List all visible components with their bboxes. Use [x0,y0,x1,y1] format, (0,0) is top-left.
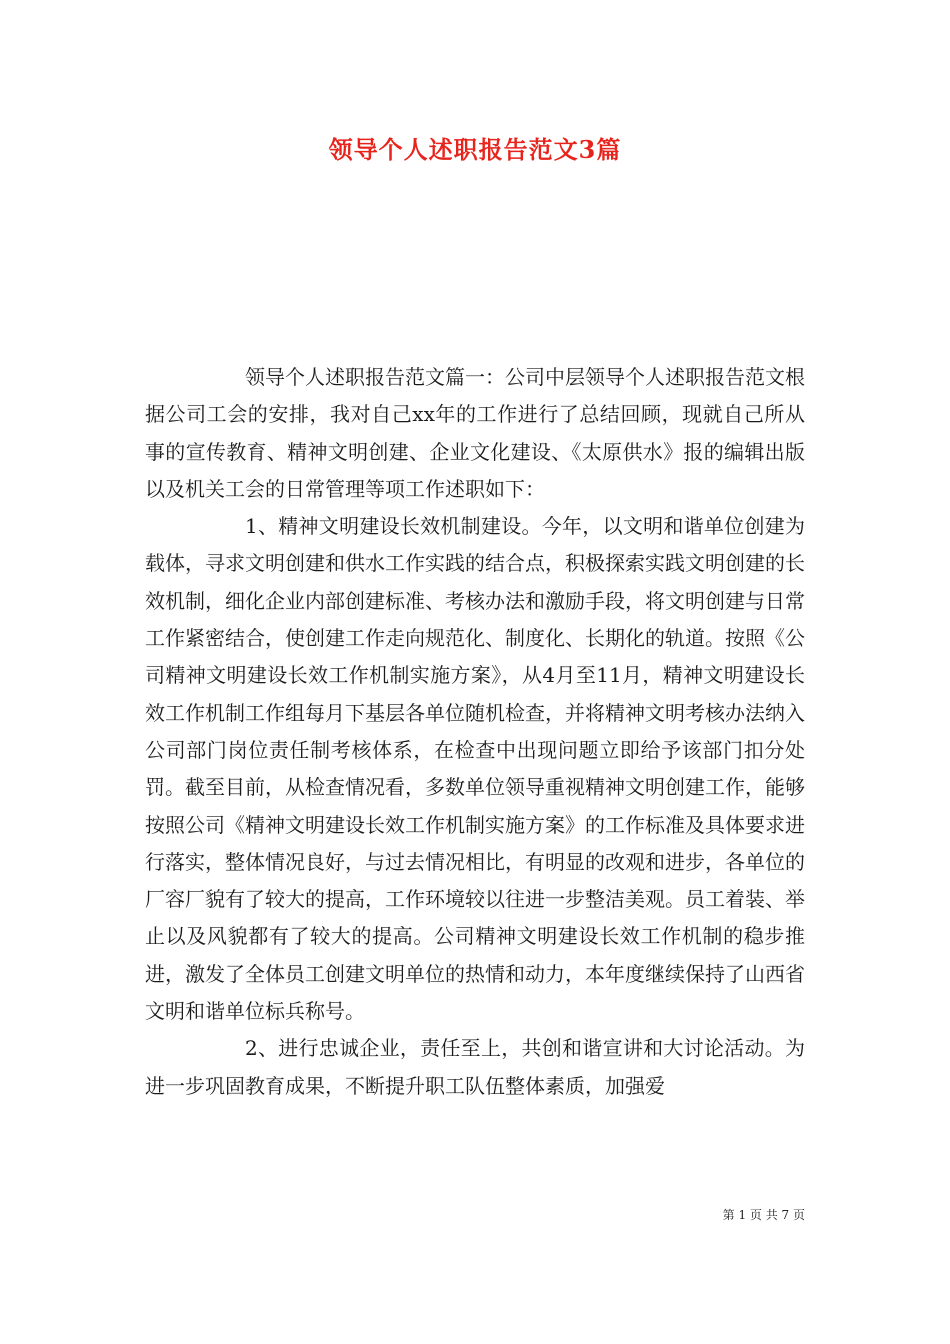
page-number-footer: 第 1 页 共 7 页 [722,1208,805,1222]
paragraph-intro: 领导个人述职报告范文篇一：公司中层领导个人述职报告范文根据公司工会的安排，我对自己xx年的工作进行了总结回顾，现就自己所从事的宣传教育、精神文明创建、企业文化建设、《太原供水》报的编辑出版以及机关工会的日常管理等项工作述职如下： [145,365,805,501]
paragraph-section-1: 1、精神文明建设长效机制建设。今年，以文明和谐单位创建为载体，寻求文明创建和供水工作实践的结合点，积极探索实践文明创建的长效机制，细化企业内部创建标准、考核办法和激励手段，将文明创建与日常工作紧密结合，使创建工作走向规范化、制度化、长期化的轨道。按照《公司精神文明建设长效工作机制实施方案》，从4月至11月，精神文明建设长效工作机制工作组每月下基层各单位随机检查，并将精神文明考核办法纳入公司部门岗位责任制考核体系，在检查中出现问题立即给予该部门扣分处罚。截至目前，从检查情况看，多数单位领导重视精神文明创建工作，能够按照公司《精神文明建设长效工作机制实施方案》的工作标准及具体要求进行落实，整体情况良好，与过去情况相比，有明显的改观和进步，各单位的厂容厂貌有了较大的提高，工作环境较以往进一步整洁美观。员工着装、举止以及风貌都有了较大的提高。公司精神文明建设长效工作机制的稳步推进，激发了全体员工创建文明单位的热情和动力，本年度继续保持了山西省文明和谐单位标兵称号。 [145,514,805,1024]
paragraph-section-2: 2、进行忠诚企业，责任至上，共创和谐宣讲和大讨论活动。为进一步巩固教育成果，不断提升职工队伍整体素质，加强爱 [145,1036,805,1098]
page-title: 领导个人述职报告范文3篇 [328,135,622,164]
document-body [145,359,805,1105]
